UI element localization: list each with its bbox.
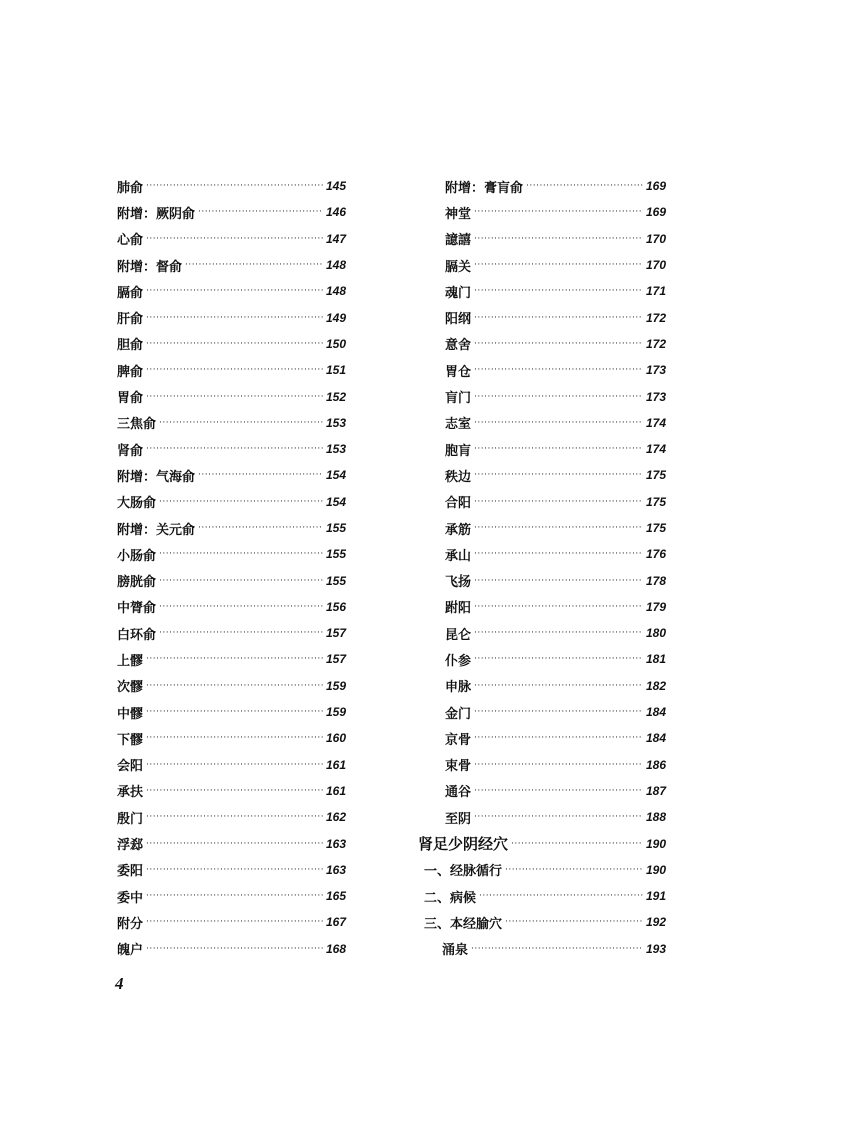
toc-entry-page: 154 [325, 494, 346, 509]
toc-entry [117, 226, 346, 252]
toc-entry [418, 778, 666, 804]
toc-entry [418, 830, 666, 856]
toc-entry-title: 三、本经腧穴 [424, 916, 503, 932]
dot-leader [146, 865, 323, 875]
dot-leader [146, 707, 323, 717]
dot-leader [474, 313, 643, 323]
toc-entry-page: 159 [325, 678, 346, 693]
toc-entry-title: 仆参 [445, 653, 472, 669]
toc-entry-title: 一、经脉循行 [424, 864, 503, 880]
dot-leader [146, 917, 323, 927]
dot-leader [198, 523, 323, 533]
toc-entry-title: 束骨 [445, 759, 472, 775]
toc-entry-page: 148 [325, 284, 346, 299]
dot-leader [511, 839, 643, 849]
toc-entry [418, 278, 666, 304]
toc-entry [418, 725, 666, 751]
toc-entry-page: 148 [325, 258, 346, 273]
toc-entry-page: 169 [645, 205, 666, 220]
toc-entry-title: 肝俞 [117, 312, 144, 328]
dot-leader [146, 944, 323, 954]
toc-entry-title: 意舍 [445, 338, 472, 354]
toc-right-column [418, 173, 666, 962]
toc-entry-title: 飞扬 [445, 575, 472, 591]
toc-entry-title: 胃仓 [445, 364, 472, 380]
dot-leader [159, 576, 323, 586]
toc-entry [117, 804, 346, 830]
toc-entry [117, 515, 346, 541]
toc-entry-page: 171 [645, 284, 666, 299]
toc-entry-page: 172 [645, 336, 666, 351]
dot-leader [159, 497, 323, 507]
dot-leader [146, 286, 323, 296]
toc-entry-title: 肾足少阴经穴 [418, 835, 509, 854]
toc-entry [117, 304, 346, 330]
toc-entry-page: 163 [325, 836, 346, 851]
toc-entry-page: 150 [325, 336, 346, 351]
toc-entry [117, 699, 346, 725]
toc-entry-page: 153 [325, 442, 346, 457]
toc-entry [117, 883, 346, 909]
dot-leader [146, 365, 323, 375]
toc-entry [117, 173, 346, 199]
dot-leader [474, 260, 643, 270]
toc-entry [418, 594, 666, 620]
dot-leader [474, 234, 643, 244]
dot-leader [474, 392, 643, 402]
toc-left-column [117, 173, 346, 962]
toc-entry-page: 174 [645, 415, 666, 430]
toc-entry [117, 620, 346, 646]
toc-entry-page: 182 [645, 678, 666, 693]
toc-entry-title: 阳纲 [445, 312, 472, 328]
toc-entry-title: 脾俞 [117, 364, 144, 380]
dot-leader [474, 286, 643, 296]
toc-entry [418, 252, 666, 278]
toc-entry-page: 172 [645, 310, 666, 325]
dot-leader [474, 470, 643, 480]
toc-entry-page: 155 [325, 547, 346, 562]
dot-leader [146, 681, 323, 691]
toc-entry-page: 156 [325, 599, 346, 614]
toc-entry-title: 膈俞 [117, 285, 144, 301]
dot-leader [198, 470, 323, 480]
toc-entry [418, 489, 666, 515]
toc-entry-page: 162 [325, 810, 346, 825]
toc-entry-page: 168 [325, 941, 346, 956]
toc-entry-title: 魂门 [445, 285, 472, 301]
dot-leader [474, 786, 643, 796]
toc-entry-title: 肺俞 [117, 180, 144, 196]
toc-entry-title: 神堂 [445, 206, 472, 222]
toc-entry [418, 673, 666, 699]
dot-leader [146, 891, 323, 901]
toc-entry [117, 567, 346, 593]
toc-entry-page: 155 [325, 573, 346, 588]
toc-entry-page: 175 [645, 468, 666, 483]
toc-entry [418, 857, 666, 883]
toc-entry [117, 383, 346, 409]
toc-entry-page: 152 [325, 389, 346, 404]
toc-entry-title: 承山 [445, 548, 472, 564]
toc-entry-page: 174 [645, 442, 666, 457]
dot-leader [505, 917, 643, 927]
toc-entry-page: 157 [325, 652, 346, 667]
dot-leader [474, 707, 643, 717]
toc-entry-page: 190 [645, 862, 666, 877]
dot-leader [159, 602, 323, 612]
toc-entry [418, 304, 666, 330]
toc-entry-title: 附分 [117, 916, 144, 932]
toc-entry [117, 857, 346, 883]
toc-entry-page: 176 [645, 547, 666, 562]
toc-entry-title: 至阴 [445, 811, 472, 827]
dot-leader [474, 365, 643, 375]
dot-leader [474, 549, 643, 559]
toc-entry [117, 252, 346, 278]
toc-entry-title: 申脉 [445, 680, 472, 696]
toc-entry-title: 附增：膏肓俞 [445, 180, 524, 196]
toc-entry [117, 199, 346, 225]
toc-entry-page: 161 [325, 783, 346, 798]
toc-entry [117, 909, 346, 935]
dot-leader [474, 812, 643, 822]
toc-entry-page: 165 [325, 889, 346, 904]
toc-entry-title: 跗阳 [445, 601, 472, 617]
toc-entry-page: 161 [325, 757, 346, 772]
toc-entry [117, 489, 346, 515]
dot-leader [198, 207, 323, 217]
toc-entry-title: 膀胱俞 [117, 575, 157, 591]
dot-leader [474, 602, 643, 612]
toc-entry [418, 515, 666, 541]
toc-entry [117, 541, 346, 567]
toc-entry-page: 163 [325, 862, 346, 877]
toc-entry-title: 合阳 [445, 496, 472, 512]
toc-entry [418, 357, 666, 383]
toc-entry-title: 委中 [117, 890, 144, 906]
toc-entry-title: 下髎 [117, 732, 144, 748]
toc-entry [418, 646, 666, 672]
toc-entry [117, 646, 346, 672]
dot-leader [474, 576, 643, 586]
toc-entry-title: 附增：厥阴俞 [117, 206, 196, 222]
toc-entry-title: 浮郄 [117, 838, 144, 854]
toc-entry-title: 肾俞 [117, 443, 144, 459]
toc-entry-page: 149 [325, 310, 346, 325]
toc-entry [418, 883, 666, 909]
toc-entry-title: 魄户 [117, 943, 144, 959]
toc-entry-title: 金门 [445, 706, 472, 722]
toc-entry-page: 178 [645, 573, 666, 588]
toc-entry-page: 157 [325, 626, 346, 641]
dot-leader [479, 891, 643, 901]
toc-entry-title: 白环俞 [117, 627, 157, 643]
dot-leader [474, 523, 643, 533]
dot-leader [474, 681, 643, 691]
toc-entry-page: 155 [325, 521, 346, 535]
toc-entry-page: 170 [645, 231, 666, 246]
toc-entry-title: 上髎 [117, 653, 144, 669]
toc-entry-page: 175 [645, 494, 666, 509]
toc-entry [418, 699, 666, 725]
toc-entry [418, 199, 666, 225]
toc-entry [418, 620, 666, 646]
toc-entry-page: 187 [645, 783, 666, 798]
toc-entry-page: 167 [325, 915, 346, 930]
toc-entry-title: 大肠俞 [117, 496, 157, 512]
toc-entry [418, 173, 666, 199]
toc-entry-page: 191 [645, 889, 666, 904]
toc-entry-page: 147 [325, 231, 346, 246]
toc-entry [117, 830, 346, 856]
dot-leader [146, 313, 323, 323]
toc-entry-title: 承筋 [445, 522, 472, 538]
toc-entry-page: 184 [645, 731, 666, 746]
toc-entry-title: 三焦俞 [117, 417, 157, 433]
toc-entry-title: 胆俞 [117, 338, 144, 354]
toc-entry-title: 会阳 [117, 759, 144, 775]
dot-leader [146, 181, 323, 191]
toc-entry-title: 二、病候 [424, 890, 477, 906]
toc-entry-title: 胞肓 [445, 443, 472, 459]
toc-entry-page: 170 [645, 258, 666, 273]
dot-leader [159, 418, 323, 428]
toc-entry [117, 778, 346, 804]
toc-entry-page: 154 [325, 468, 346, 483]
toc-entry-title: 小肠俞 [117, 548, 157, 564]
toc-entry-page: 145 [325, 179, 346, 194]
page-number: 4 [115, 974, 124, 993]
toc-entry [117, 331, 346, 357]
toc-entry-page: 169 [645, 179, 666, 194]
toc-entry [418, 383, 666, 409]
dot-leader [471, 944, 643, 954]
toc-entry-title: 附增：督俞 [117, 259, 183, 275]
toc-entry-page: 173 [645, 389, 666, 404]
dot-leader [505, 865, 643, 875]
toc-entry [117, 278, 346, 304]
toc-entry-page: 175 [645, 521, 666, 535]
dot-leader [474, 207, 643, 217]
toc-entry [117, 594, 346, 620]
dot-leader [474, 339, 643, 349]
dot-leader [526, 181, 643, 191]
toc-entry-page: 173 [645, 363, 666, 378]
dot-leader [474, 760, 643, 770]
toc-entry-page: 186 [645, 757, 666, 772]
toc-entry-page: 181 [645, 652, 666, 667]
toc-entry-page: 184 [645, 705, 666, 720]
dot-leader [146, 339, 323, 349]
dot-leader [146, 760, 323, 770]
toc-entry-title: 京骨 [445, 732, 472, 748]
toc-entry [117, 436, 346, 462]
toc-entry [418, 462, 666, 488]
toc-entry-title: 肓门 [445, 391, 472, 407]
toc-entry-page: 190 [645, 836, 666, 851]
toc-entry-page: 146 [325, 205, 346, 220]
toc-entry-title: 譩譆 [445, 233, 472, 249]
dot-leader [146, 786, 323, 796]
dot-leader [474, 733, 643, 743]
dot-leader [146, 839, 323, 849]
toc-entry [418, 541, 666, 567]
toc-entry [117, 462, 346, 488]
toc-entry-title: 涌泉 [442, 943, 469, 959]
toc-entry [418, 436, 666, 462]
toc-entry-title: 附增：气海俞 [117, 469, 196, 485]
toc-entry-page: 179 [645, 599, 666, 614]
toc-entry-page: 180 [645, 626, 666, 641]
toc-entry-title: 心俞 [117, 233, 144, 249]
dot-leader [185, 260, 323, 270]
toc-entry [418, 410, 666, 436]
toc-entry-title: 膈关 [445, 259, 472, 275]
toc-entry-title: 中髎 [117, 706, 144, 722]
toc-entry [418, 567, 666, 593]
dot-leader [146, 234, 323, 244]
toc-entry-page: 153 [325, 415, 346, 430]
dot-leader [146, 444, 323, 454]
dot-leader [146, 654, 323, 664]
dot-leader [146, 733, 323, 743]
toc-entry [418, 752, 666, 778]
toc-entry [117, 725, 346, 751]
dot-leader [159, 549, 323, 559]
toc-entry [117, 936, 346, 962]
toc-entry [418, 331, 666, 357]
toc-entry-title: 志室 [445, 417, 472, 433]
toc-entry-page: 159 [325, 705, 346, 720]
toc-entry-title: 附增：关元俞 [117, 522, 196, 538]
toc-entry-title: 秩边 [445, 469, 472, 485]
dot-leader [474, 444, 643, 454]
toc-entry-title: 次髎 [117, 680, 144, 696]
toc-entry [117, 673, 346, 699]
dot-leader [146, 392, 323, 402]
toc-entry-page: 160 [325, 731, 346, 746]
dot-leader [474, 497, 643, 507]
dot-leader [474, 654, 643, 664]
toc-entry [117, 410, 346, 436]
toc-entry-title: 委阳 [117, 864, 144, 880]
toc-entry [418, 909, 666, 935]
toc-entry-page: 151 [325, 363, 346, 378]
toc-entry [418, 936, 666, 962]
toc-entry-title: 昆仑 [445, 627, 472, 643]
toc-entry-page: 193 [645, 941, 666, 956]
toc-entry-page: 188 [645, 810, 666, 825]
toc-entry-title: 胃俞 [117, 391, 144, 407]
toc-entry-title: 中膂俞 [117, 601, 157, 617]
dot-leader [474, 628, 643, 638]
toc-entry [117, 357, 346, 383]
dot-leader [474, 418, 643, 428]
toc-entry [418, 226, 666, 252]
toc-entry-title: 承扶 [117, 785, 144, 801]
toc-entry [418, 804, 666, 830]
toc-entry-page: 192 [645, 915, 666, 930]
toc-entry-title: 通谷 [445, 785, 472, 801]
dot-leader [159, 628, 323, 638]
toc-entry-title: 殷门 [117, 811, 144, 827]
dot-leader [146, 812, 323, 822]
toc-entry [117, 752, 346, 778]
